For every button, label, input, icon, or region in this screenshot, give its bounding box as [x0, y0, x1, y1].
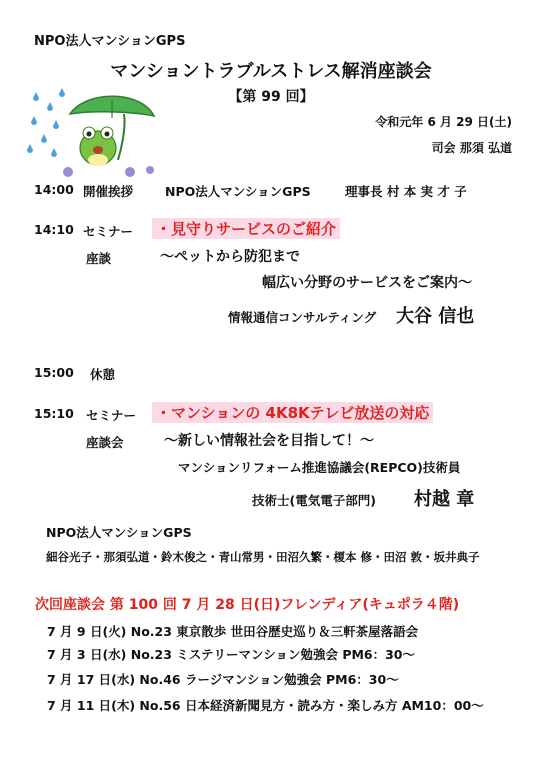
seminar2-label: セミナー: [86, 408, 137, 423]
seminar2-org: マンションリフォーム推進協議会(REPCO)技術員: [178, 460, 461, 475]
seminar1-time: 14:10: [34, 222, 74, 237]
open-role: 理事長 村 本 実 才 子: [345, 184, 467, 199]
open-org: NPO法人マンションGPS: [165, 184, 311, 199]
break-time: 15:00: [34, 365, 74, 380]
seminar2-subtitle: ～新しい情報社会を目指して！～: [164, 433, 374, 449]
open-time: 14:00: [34, 182, 74, 197]
seminar2-role: 技術士(電気電子部門): [252, 493, 376, 508]
seminar1-subtitle2: 幅広い分野のサービスをご案内～: [262, 275, 472, 291]
frog-under-leaf-umbrella-icon: [26, 88, 166, 180]
seminar1-speaker: 大谷 信也: [396, 306, 475, 327]
seminar2-title: ・マンションの 4K8Kテレビ放送の対応: [152, 402, 433, 423]
seminar1-org: 情報通信コンサルティング: [228, 310, 377, 325]
issue-number: 【第 99 回】: [228, 89, 314, 105]
seminar1-title: ・見守りサービスのご紹介: [152, 218, 340, 239]
org-name: NPO法人マンションGPS: [34, 34, 186, 49]
seminar1-subtitle1: ～ペットから防犯まで: [160, 249, 300, 265]
members-org: NPO法人マンションGPS: [46, 525, 192, 540]
schedule-item: 7 月 11 日(木) No.56 日本経済新聞見方・読み方・楽しみ方 AM10：00～: [47, 698, 484, 713]
seminar2-speaker: 村越 章: [414, 489, 475, 510]
seminar2-label2: 座談会: [86, 435, 124, 450]
seminar2-time: 15:10: [34, 406, 74, 421]
host-name: 司会 那須 弘道: [431, 141, 512, 155]
seminar1-label: セミナー: [83, 224, 134, 239]
schedule-item: 7 月 3 日(水) No.23 ミステリーマンション勉強会 PM6：30～: [47, 647, 416, 662]
event-date: 令和元年 6 月 29 日(土): [375, 115, 512, 129]
schedule-item: 7 月 9 日(火) No.23 東京散歩 世田谷歴史巡り＆三軒茶屋落語会: [47, 624, 419, 639]
seminar1-label2: 座談: [86, 251, 112, 266]
schedule-item: 7 月 17 日(水) No.46 ラージマンション勉強会 PM6：30～: [47, 672, 399, 687]
open-label: 開催挨拶: [83, 184, 134, 199]
members-list: 細谷光子・那須弘道・鈴木俊之・青山常男・田沼久繁・榎本 修・田沼 敦・坂井典子: [46, 550, 480, 564]
break-label: 休憩: [90, 367, 116, 382]
page-title: マンショントラブルストレス解消座談会: [110, 61, 432, 82]
next-meeting-announcement: 次回座談会 第 100 回 7 月 28 日(日)フレンディア(キュポラ４階): [35, 597, 460, 613]
